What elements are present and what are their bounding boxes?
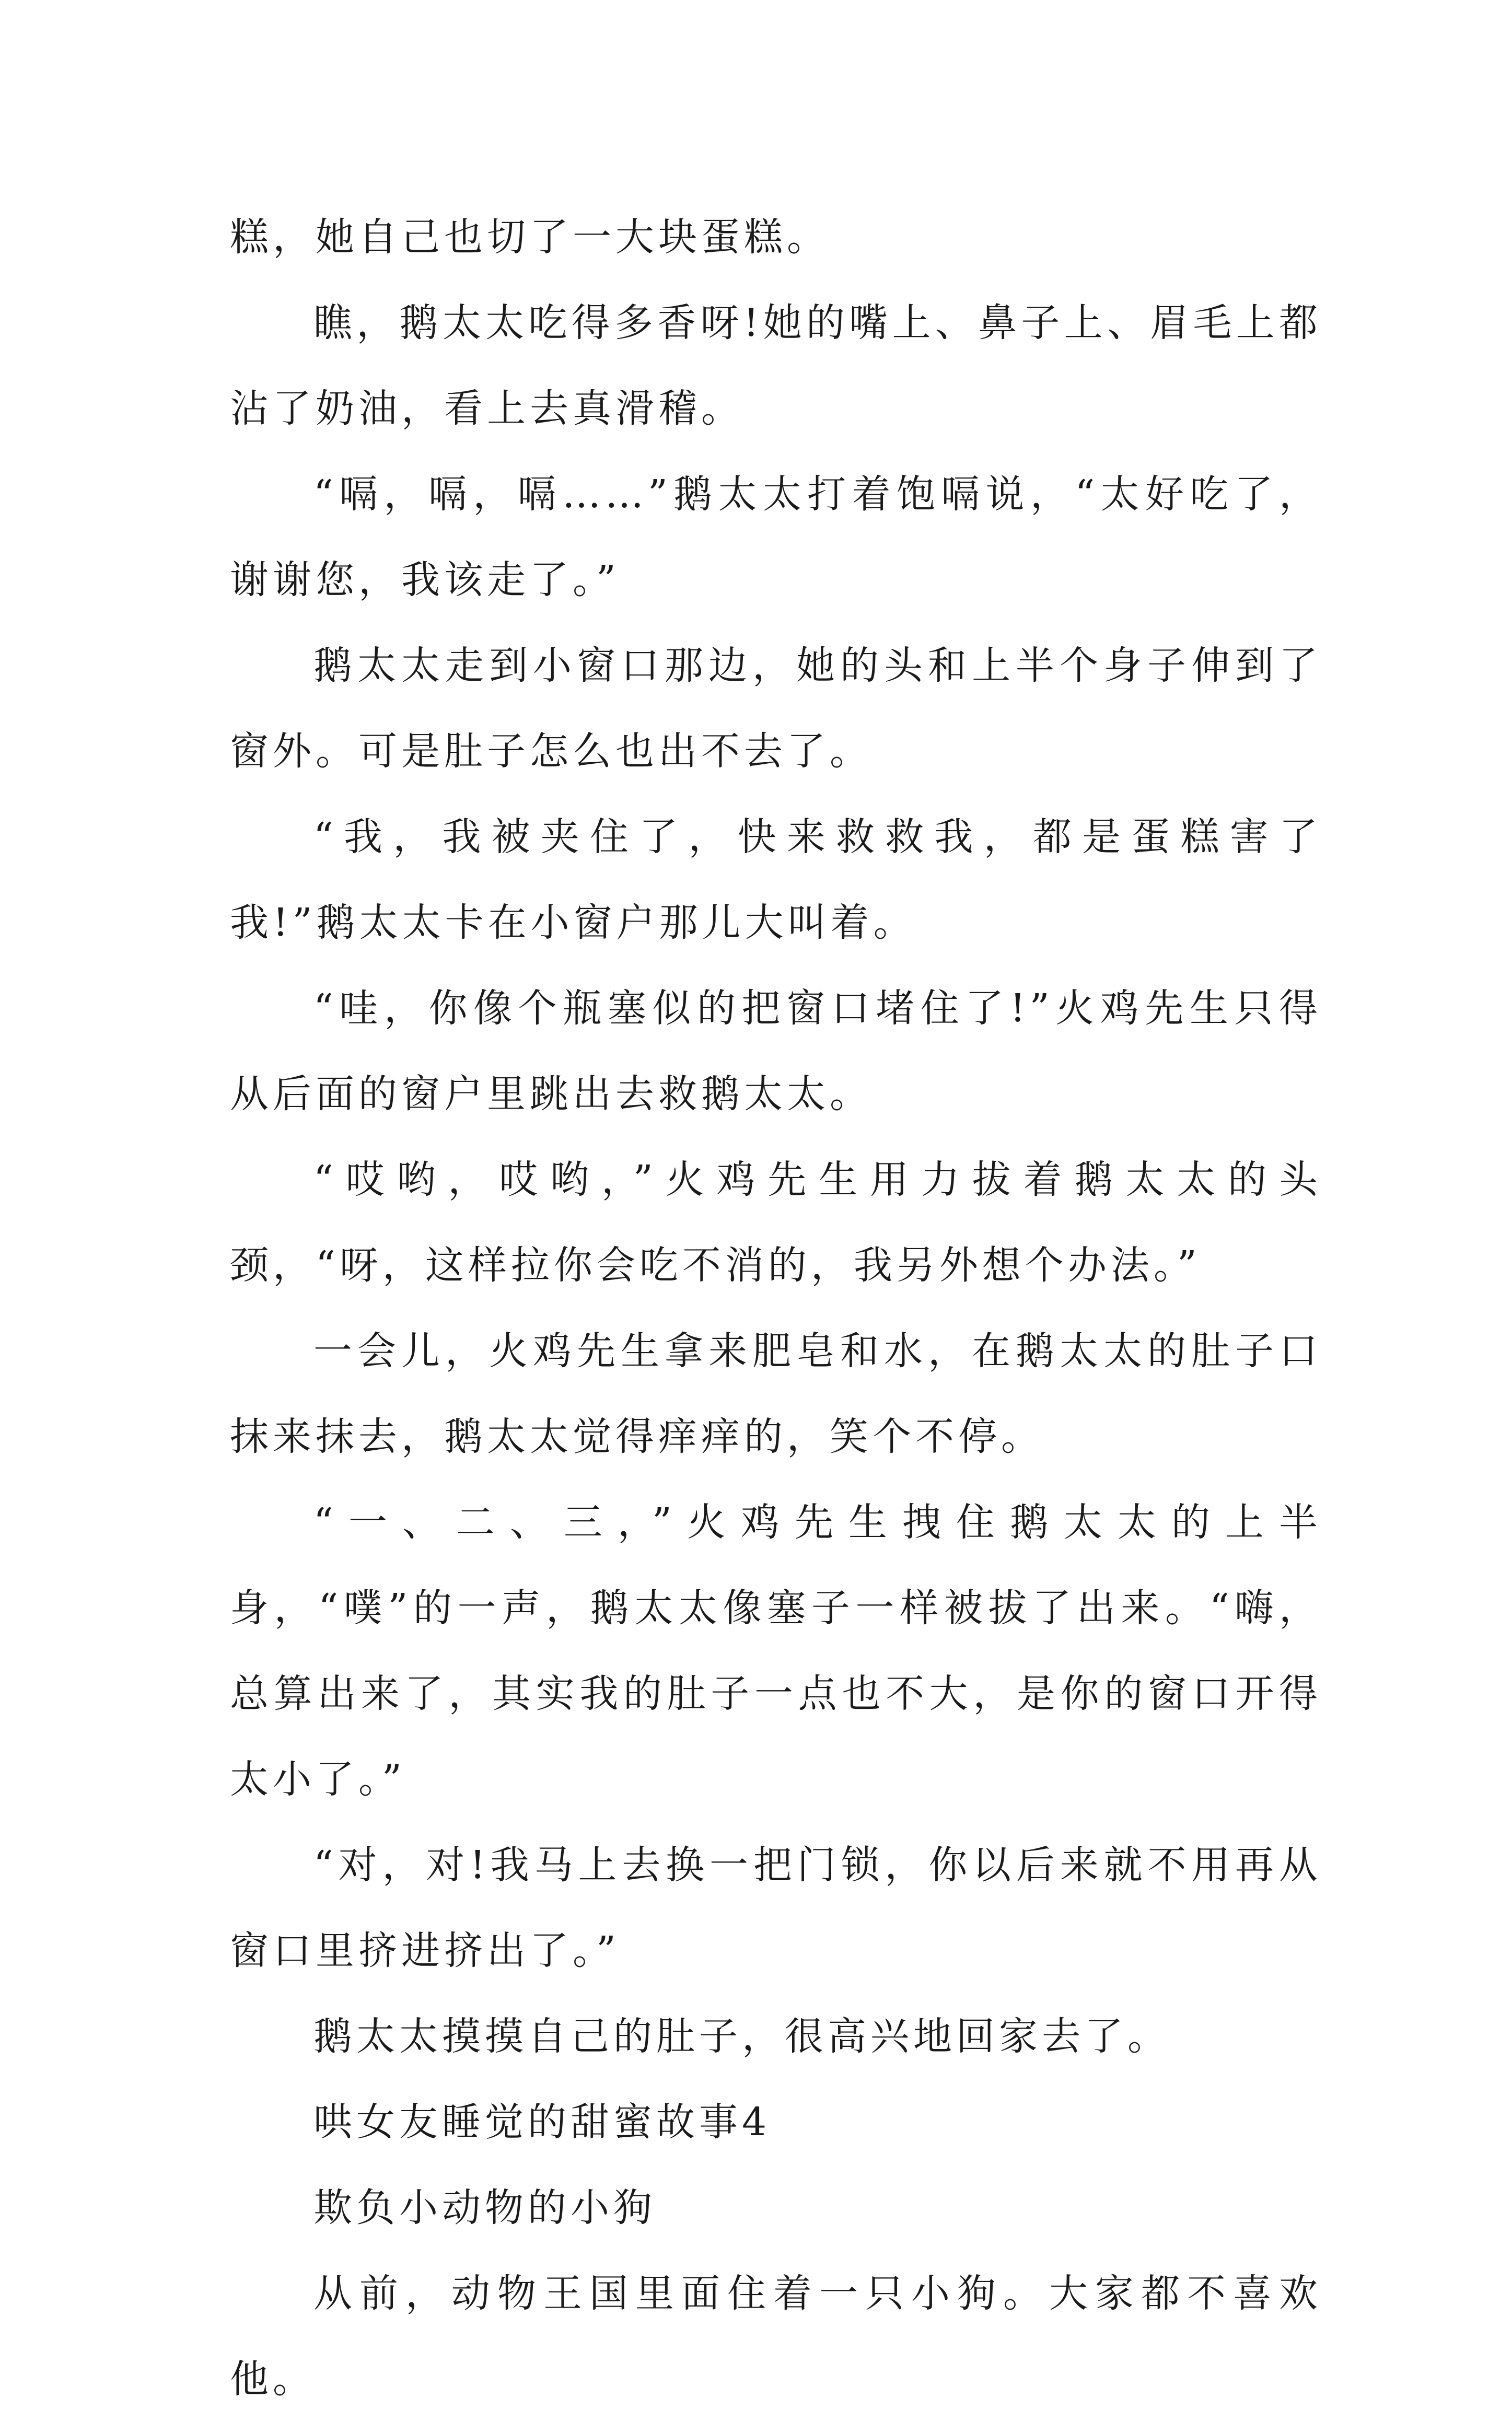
paragraph: 糕，她自己也切了一大块蛋糕。 [230,215,830,260]
paragraph: “对，对!我马上去换一把门锁，你以后来就不用再从窗口里挤进挤出了。” [230,1843,1322,1973]
paragraph: “一、二、三，”火鸡先生拽住鹅太太的上半身，“噗”的一声，鹅太太像塞子一样被拔了出来。“嗨，总算出来了，其实我的肚子一点也不大，是你的窗口开得太小了。” [230,1500,1322,1802]
section-heading: 哄女友睡觉的甜蜜故事4 [313,2100,771,2145]
story-title: 欺负小动物的小狗 [313,2185,656,2230]
paragraph: “哇，你像个瓶塞似的把窗口堵住了!”火鸡先生只得从后面的窗户里跳出去救鹅太太。 [230,986,1322,1116]
paragraph: 一会儿，火鸡先生拿来肥皂和水，在鹅太太的肚子口抹来抹去，鹅太太觉得痒痒的，笑个不停。 [230,1329,1322,1459]
paragraph: “我，我被夹住了，快来救救我，都是蛋糕害了我!”鹅太太卡在小窗户那儿大叫着。 [230,814,1322,945]
paragraph: 鹅太太走到小窗口那边，她的头和上半个身子伸到了窗外。可是肚子怎么也出不去了。 [230,643,1322,774]
paragraph: 鹅太太摸摸自己的肚子，很高兴地回家去了。 [313,2014,1170,2059]
document-body [230,194,1322,2422]
paragraph: “哎哟，哎哟，”火鸡先生用力拔着鹅太太的头颈，“呀，这样拉你会吃不消的，我另外想个办法。” [230,1157,1322,1288]
paragraph: 瞧，鹅太太吃得多香呀!她的嘴上、鼻子上、眉毛上都沾了奶油，看上去真滑稽。 [230,300,1322,431]
paragraph: “嗝，嗝，嗝……”鹅太太打着饱嗝说，“太好吃了，谢谢您，我该走了。” [230,472,1322,602]
paragraph: 从前，动物王国里面住着一只小狗。大家都不喜欢他。 [230,2271,1322,2402]
